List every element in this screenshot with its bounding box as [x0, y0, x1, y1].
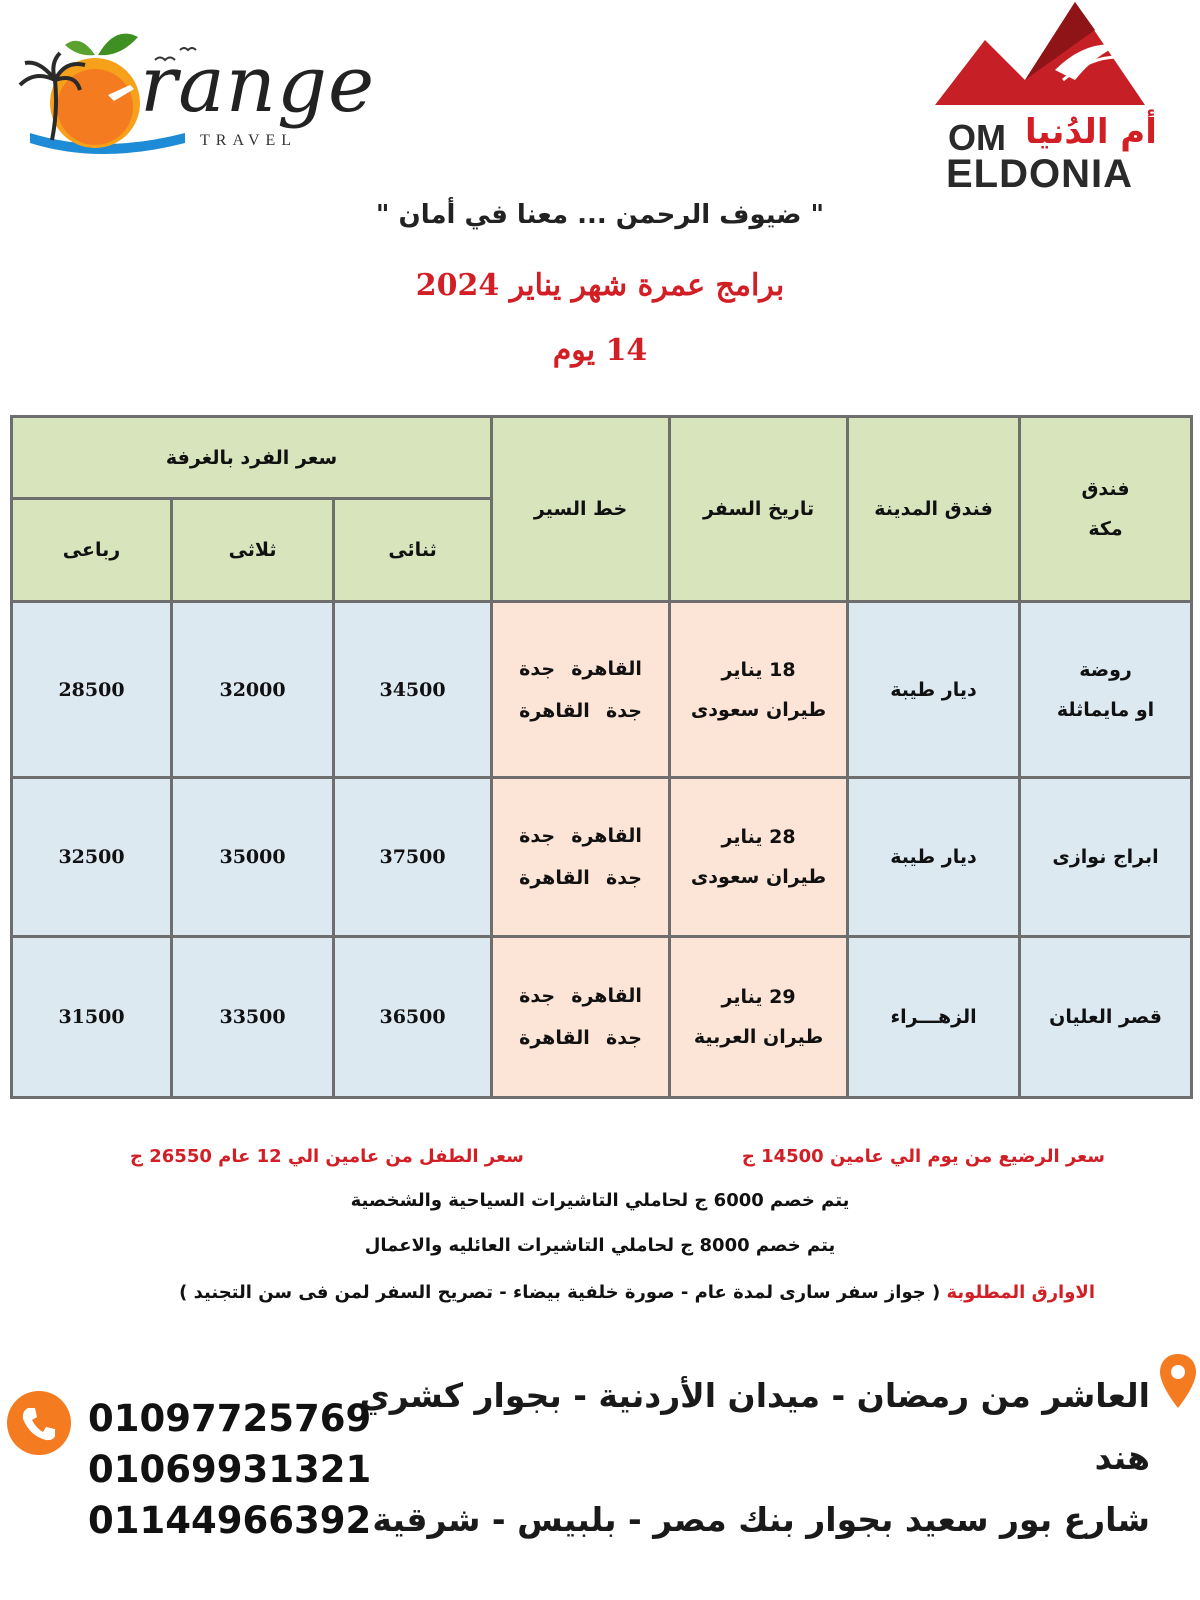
phone-number[interactable]: 01144966392	[88, 1499, 372, 1542]
route-from: القاهرة	[571, 657, 642, 680]
header-triple: ثلاثى	[172, 499, 334, 602]
price-double: 36500	[334, 937, 492, 1098]
travel-date: 29 يناير	[721, 986, 796, 1009]
route-from: جدة	[606, 1027, 642, 1050]
madinah-hotel-cell: ديار طيبة	[848, 602, 1020, 778]
route-to: جدة	[519, 985, 556, 1008]
travel-date: 28 يناير	[721, 826, 796, 849]
price-triple: 35000	[172, 778, 334, 937]
route-cell	[492, 937, 670, 1098]
address-line-2: شارع بور سعيد بجوار بنك مصر - بلبيس - شرقية	[372, 1500, 1150, 1539]
route-from: القاهرة	[571, 985, 642, 1008]
discount-tourist-note: يتم خصم 6000 ج لحاملي التاشيرات السياحية والشخصية	[350, 1190, 850, 1211]
route-to: جدة	[519, 825, 556, 848]
route-from: جدة	[606, 867, 642, 890]
route-from: القاهرة	[571, 825, 642, 848]
phone-icon	[6, 1390, 72, 1456]
travel-date: 18 يناير	[721, 658, 796, 681]
required-documents	[135, 1282, 1095, 1303]
airline: طيران العربية	[693, 1026, 824, 1049]
route-to: القاهرة	[519, 1027, 590, 1050]
airline: طيران سعودى	[690, 698, 827, 721]
om-logo-om: OM	[948, 117, 1006, 158]
travel-date-cell	[670, 778, 848, 937]
travel-date-cell	[670, 602, 848, 778]
header-route: خط السير	[492, 417, 670, 602]
discount-family-note: يتم خصم 8000 ج لحاملي التاشيرات العائليه والاعمال	[364, 1235, 836, 1256]
om-logo-arabic: أم الدُنيا	[1025, 112, 1157, 152]
table-row	[12, 778, 1192, 937]
slogan: " ضيوف الرحمن ... معنا في أمان "	[375, 200, 825, 230]
route-to: القاهرة	[519, 699, 590, 722]
route-cell	[492, 602, 670, 778]
infant-price-note: سعر الرضيع من يوم الي عامين 14500 ج	[741, 1146, 1105, 1167]
header-double: ثنائى	[334, 499, 492, 602]
price-triple: 32000	[172, 602, 334, 778]
airline: طيران سعودى	[690, 866, 827, 889]
orange-logo-subtitle: TRAVEL	[200, 132, 298, 149]
route-from: جدة	[606, 699, 642, 722]
makkah-hotel-name: ابراج نوازى	[1052, 846, 1159, 869]
makkah-hotel-cell	[1020, 778, 1192, 937]
header-madinah-hotel: فندق المدينة	[848, 417, 1020, 602]
required-documents-list: ( جواز سفر سارى لمدة عام - صورة خلفية بيضاء - تصريح السفر لمن فى سن التجنيد )	[179, 1282, 941, 1303]
makkah-hotel-name: قصر العليان	[1049, 1006, 1162, 1029]
header-price-per-person: سعر الفرد بالغرفة	[12, 417, 492, 499]
price-quad: 28500	[12, 602, 172, 778]
umrah-price-table	[10, 415, 1193, 1099]
madinah-hotel-cell: ديار طيبة	[848, 778, 1020, 937]
phone-list	[88, 1393, 371, 1546]
header-quad: رباعى	[12, 499, 172, 602]
makkah-hotel-cell	[1020, 937, 1192, 1098]
makkah-hotel-cell	[1020, 602, 1192, 778]
om-logo-eldonia: ELDONIA	[946, 152, 1133, 196]
price-double: 37500	[334, 778, 492, 937]
route-to: القاهرة	[519, 867, 590, 890]
location-pin-icon	[1158, 1352, 1198, 1412]
price-double: 34500	[334, 602, 492, 778]
travel-date-cell	[670, 937, 848, 1098]
route-to: جدة	[519, 657, 556, 680]
table-row	[12, 937, 1192, 1098]
table-row	[12, 602, 1192, 778]
price-quad: 31500	[12, 937, 172, 1098]
madinah-hotel-cell: الزهـــراء	[848, 937, 1020, 1098]
makkah-hotel-note: او مايماثلة	[1056, 698, 1155, 721]
required-documents-label: الاوارق المطلوبة	[946, 1282, 1095, 1303]
header-makkah-hotel: فندق مكة	[1020, 417, 1192, 602]
program-duration: 14 يوم	[552, 333, 648, 368]
route-cell	[492, 778, 670, 937]
program-title: برامج عمرة شهر يناير 2024	[415, 268, 785, 303]
address	[350, 1365, 1150, 1551]
address-line-1: العاشر من رمضان - ميدان الأردنية - بجوار كشري هند	[359, 1376, 1150, 1477]
price-triple: 33500	[172, 937, 334, 1098]
makkah-hotel-name: روضة	[1079, 658, 1132, 681]
header-travel-date: تاريخ السفر	[670, 417, 848, 602]
price-quad: 32500	[12, 778, 172, 937]
phone-number[interactable]: 01069931321	[88, 1448, 372, 1491]
orange-logo-wordmark: range	[140, 40, 376, 130]
child-price-note: سعر الطفل من عامين الي 12 عام 26550 ج	[130, 1146, 524, 1167]
phone-number[interactable]: 01097725769	[88, 1397, 372, 1440]
